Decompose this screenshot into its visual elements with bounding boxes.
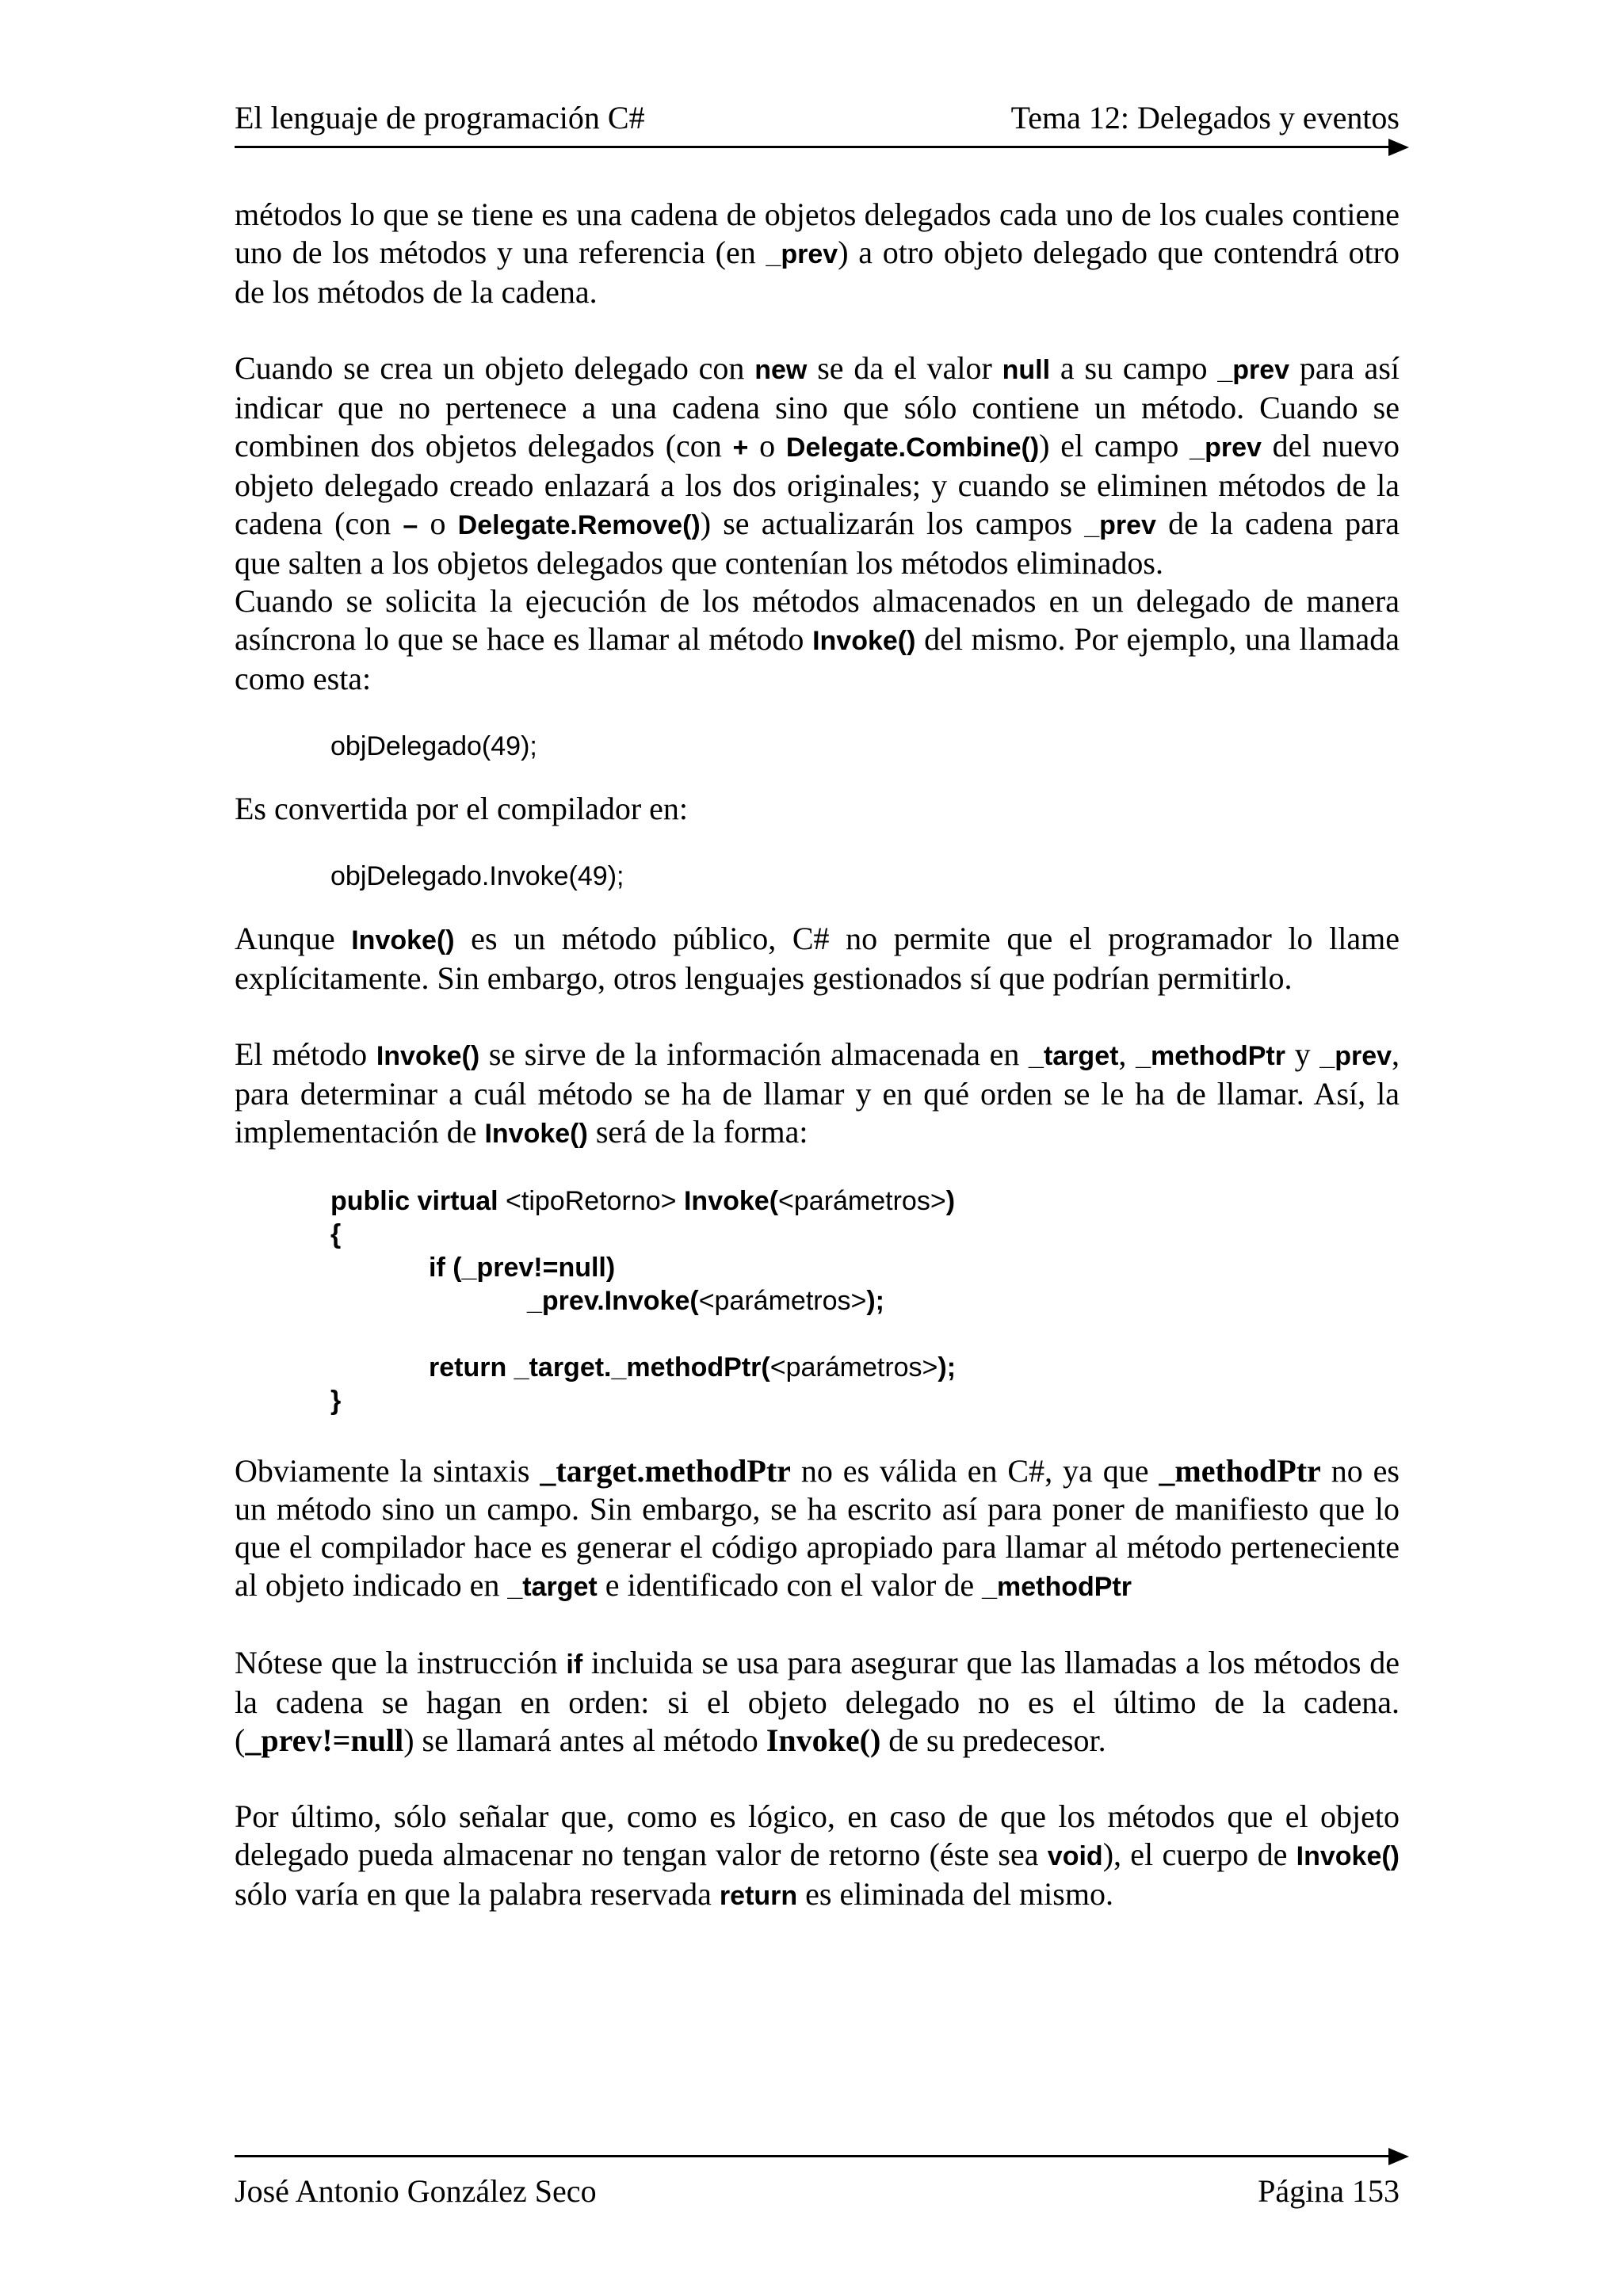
- paragraph-6: El método Invoke() se sirve de la información almacenada en _target, _methodPtr y _prev, para determinar a cuál método se ha de llamar y en qué orden se le ha de llamar. Así, la implementación de Invoke() será de la forma:: [235, 1036, 1400, 1150]
- paragraph-5: Aunque Invoke() es un método público, C# no permite que el programador lo llame explícitamente. Sin embargo, otros lenguajes gestionados sí que podrían permitirlo.: [235, 921, 1400, 996]
- paragraph-4: Es convertida por el compilador en:: [235, 791, 689, 826]
- page-header: [235, 99, 1400, 137]
- paragraph-8: Nótese que la instrucción if incluida se usa para asegurar que las llamadas a los métodos de la cadena se hagan en orden: si el objeto delegado no es el último de la cadena. (_prev!=null) se llamará antes al método Invoke() de su predecesor.: [235, 1645, 1400, 1758]
- page-body: [235, 196, 1400, 1915]
- page-footer: [235, 2172, 1400, 2210]
- paragraph-2: Cuando se crea un objeto delegado con new se da el valor null a su campo _prev para así indicar que no pertenece a una cadena sino que sólo contiene un método. Cuando se combinen dos objetos delegados (con + o Delegate.Combine()) el campo _prev del nuevo objeto delegado creado enlazará a los dos originales; y cuando se eliminen métodos de la cadena (con – o Delegate.Remove()) se actualizarán los campos _prev de la cadena para que salten a los objetos delegados que contenían los métodos eliminados.: [235, 350, 1400, 581]
- code-example-1: objDelegado(49);: [330, 731, 537, 761]
- footer-arrow-icon: [1388, 2148, 1409, 2165]
- paragraph-3: Cuando se solicita la ejecución de los métodos almacenados en un delegado de manera asíncrona lo que se hace es llamar al método Invoke() del mismo. Por ejemplo, una llamada como esta:: [235, 583, 1400, 696]
- footer-rule: [235, 2155, 1398, 2157]
- paragraph-7: Obviamente la sintaxis _target.methodPtr no es válida en C#, ya que _methodPtr no es un método sino un campo. Sin embargo, se ha escrito así para poner de manifiesto que lo que el compilador hace es generar el código apropiado para llamar al método perteneciente al objeto indicado en _target e identificado con el valor de _methodPtr: [235, 1453, 1400, 1603]
- header-rule: [235, 146, 1398, 148]
- code-example-2: objDelegado.Invoke(49);: [330, 861, 624, 891]
- footer-author: José Antonio González Seco: [235, 2173, 597, 2209]
- header-chapter-title: Tema 12: Delegados y eventos: [1010, 100, 1400, 135]
- code-example-3: public virtual <tipoRetorno> Invoke(<parámetros>) { if (_prev!=null) _prev.Invoke(<parámetros>); return _target._methodPtr(<parámetros>); }: [330, 1186, 957, 1416]
- header-book-title: El lenguaje de programación C#: [235, 100, 645, 135]
- paragraph-9: Por último, sólo señalar que, como es lógico, en caso de que los métodos que el objeto delegado pueda almacenar no tengan valor de retorno (éste sea void), el cuerpo de Invoke() sólo varía en que la palabra reservada return es eliminada del mismo.: [235, 1798, 1400, 1912]
- footer-page-number: Página 153: [1258, 2173, 1400, 2209]
- header-arrow-icon: [1388, 139, 1409, 156]
- paragraph-1: métodos lo que se tiene es una cadena de objetos delegados cada uno de los cuales contiene uno de los métodos y una referencia (en _prev) a otro objeto delegado que contendrá otro de los métodos de la cadena.: [235, 196, 1400, 310]
